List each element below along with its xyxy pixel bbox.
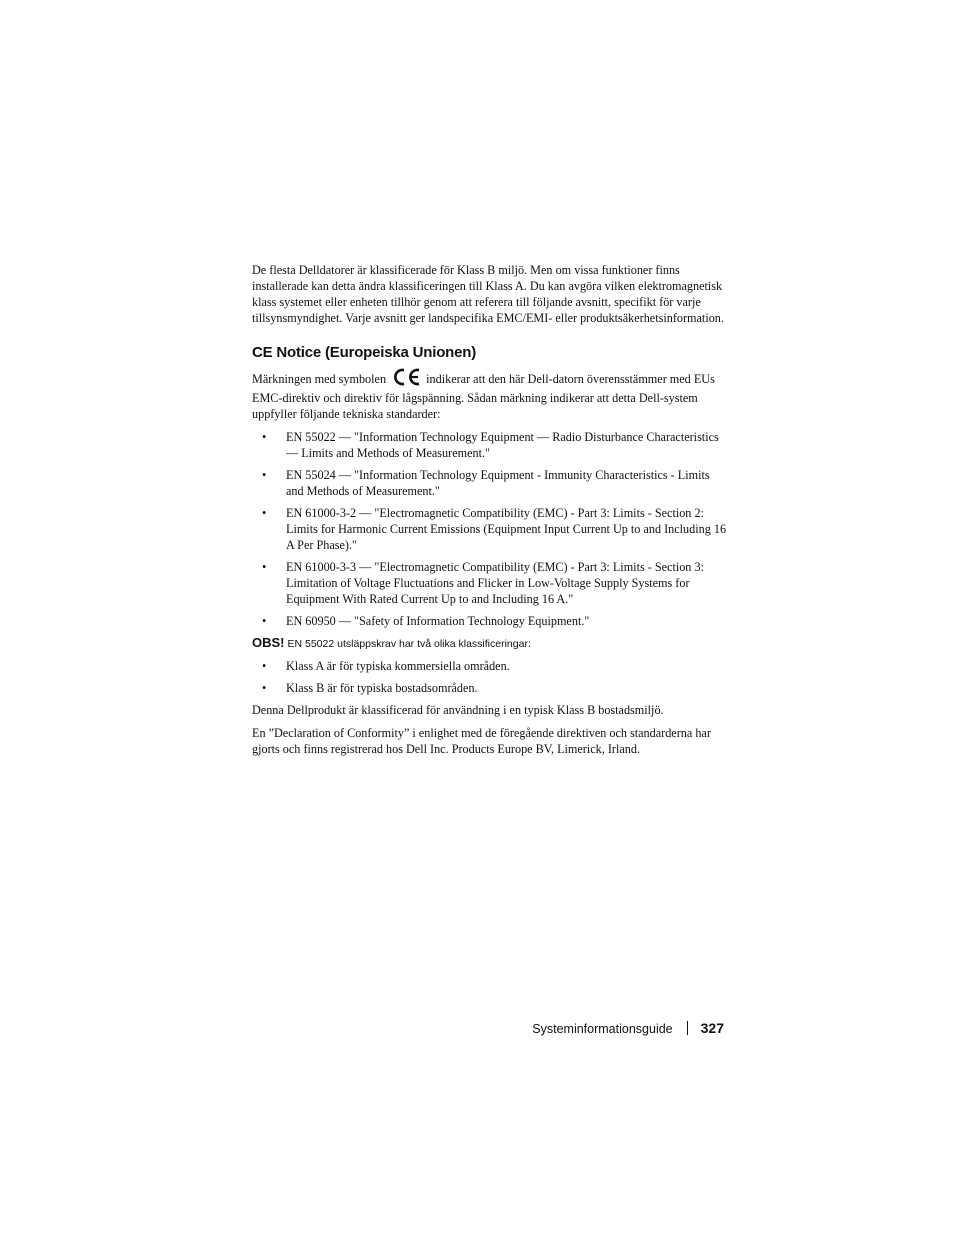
guide-title: Systeminformationsguide xyxy=(532,1022,673,1036)
list-item xyxy=(252,559,730,607)
list-item xyxy=(252,467,730,499)
list-item-text: EN 55024 — "Information Technology Equipment - Immunity Characteristics - Limits and Methods of Measurement." xyxy=(286,468,710,498)
ce-paragraph-before: Märkningen med symbolen xyxy=(252,372,387,386)
classes-list xyxy=(252,658,730,696)
bullet: • xyxy=(262,614,267,628)
bullet: • xyxy=(262,560,267,574)
ce-paragraph xyxy=(252,368,730,422)
page-footer xyxy=(532,1020,724,1037)
list-item xyxy=(252,505,730,553)
bullet: • xyxy=(262,681,267,695)
main-content xyxy=(252,262,730,764)
list-item-text: EN 55022 — "Information Technology Equipment — Radio Disturbance Characteristics — Limits and Methods of Measurement." xyxy=(286,430,719,460)
bullet: • xyxy=(262,659,267,673)
standards-list xyxy=(252,429,730,629)
list-item-text: Klass A är för typiska kommersiella områden. xyxy=(286,659,510,673)
list-item-text: EN 61000-3-2 — "Electromagnetic Compatibility (EMC) - Part 3: Limits - Section 2: Limits for Harmonic Current Emissions (Equipment Input Current Up to and Including 16 A Per Phase)." xyxy=(286,506,727,552)
footer-divider xyxy=(687,1021,688,1035)
list-item-text: EN 61000-3-3 — "Electromagnetic Compatibility (EMC) - Part 3: Limits - Section 3: Limitation of Voltage Fluctuations and Flicker in Low-Voltage Supply Systems for Equipment With Rated Current Up to and Including 16 A." xyxy=(286,560,704,606)
classification-paragraph: Denna Dellprodukt är klassificerad för användning i en typisk Klass B bostadsmiljö. xyxy=(252,703,664,717)
bullet: • xyxy=(262,430,267,444)
note-label: OBS! xyxy=(252,635,285,650)
section-heading: CE Notice (Europeiska Unionen) xyxy=(252,344,477,361)
list-item xyxy=(252,680,730,696)
ce-mark-icon xyxy=(391,368,421,390)
declaration-paragraph: En ”Declaration of Conformity” i enlighet med de föregående direktiven och standarderna har gjorts och finns registrerad hos Dell Inc. Products Europe BV, Limerick, Irland. xyxy=(252,726,711,756)
list-item-text: EN 60950 — "Safety of Information Technology Equipment." xyxy=(286,614,590,628)
list-item xyxy=(252,613,730,629)
ce-paragraph-after: indikerar att den här Dell-datorn överensstämmer med EUs EMC-direktiv och direktiv för lågspänning. Sådan märkning indikerar att detta Dell-system uppfyller följande tekniska standarder: xyxy=(252,372,715,421)
list-item-text: Klass B är för typiska bostadsområden. xyxy=(286,681,478,695)
note-text: EN 55022 utsläppskrav har två olika klassificeringar: xyxy=(287,638,531,650)
bullet: • xyxy=(262,506,267,520)
list-item xyxy=(252,658,730,674)
bullet: • xyxy=(262,468,267,482)
note xyxy=(252,635,730,652)
intro-paragraph: De flesta Delldatorer är klassificerade för Klass B miljö. Men om vissa funktioner finns installerade kan detta ändra klassificeringen till Klass A. Du kan avgöra vilken elektromagnetisk klass systemet eller enheten tillhör genom att referera till följande avsnitt, specifikt för varje tillsynsmyndighet. Varje avsnitt ger landspecifika EMC/EMI- eller produktsäkerhetsinformation. xyxy=(252,263,724,325)
list-item xyxy=(252,429,730,461)
page-number: 327 xyxy=(700,1020,724,1036)
